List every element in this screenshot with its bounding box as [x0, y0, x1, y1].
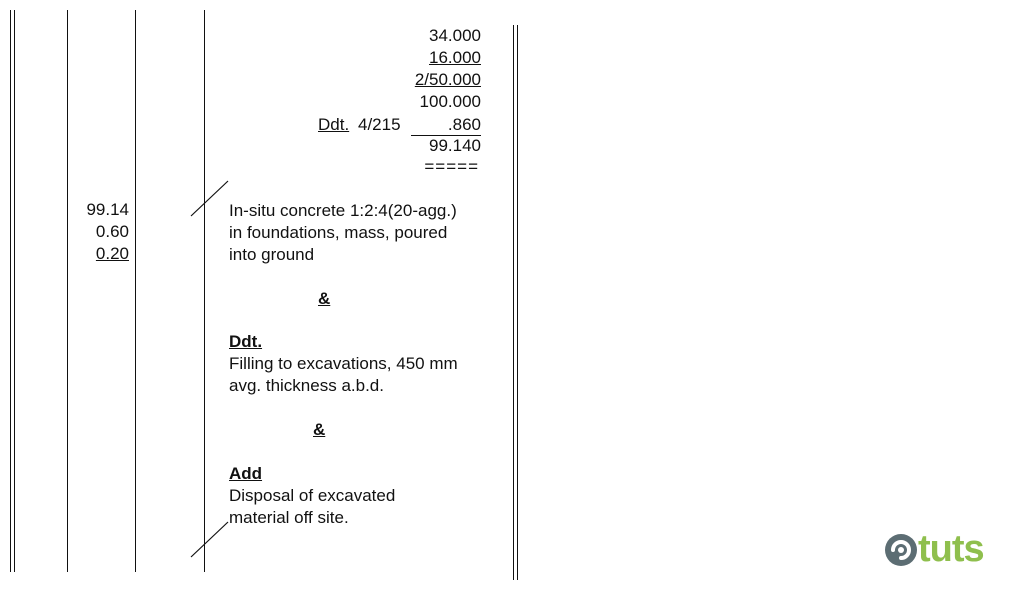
tuts-logo-text: tuts: [918, 528, 984, 570]
item-description-line-2: in foundations, mass, poured: [229, 223, 448, 242]
ampersand-1: &: [318, 289, 331, 308]
calc-line-1: 34.000: [429, 26, 481, 45]
dimension-width: 0.60: [95, 222, 129, 241]
tuts-logo-icon: [884, 528, 920, 570]
calc-ddt-value-text: .860: [447, 115, 481, 134]
dimension-length: 99.14: [86, 200, 129, 219]
add-description-line-1: Disposal of excavated: [229, 486, 396, 505]
anding-slash-bottom: [191, 522, 228, 557]
deduct-heading: Ddt.: [229, 332, 263, 351]
item-description-line-1: In-situ concrete 1:2:4(20-agg.): [229, 201, 457, 220]
ampersand-2: &: [313, 420, 326, 439]
calc-line-4: 100.000: [419, 92, 481, 111]
calc-line-7: =====: [424, 157, 479, 176]
anding-slash-top: [191, 181, 228, 216]
calc-line-6: 99.140: [429, 136, 481, 155]
calc-ddt-label: Ddt.: [318, 115, 350, 134]
calc-line-2: 16.000: [429, 48, 481, 67]
add-heading: Add: [229, 464, 263, 483]
deduct-description-line-2: avg. thickness a.b.d.: [229, 376, 384, 395]
dimension-depth: 0.20: [95, 244, 129, 263]
calc-line-3: 2/50.000: [414, 70, 481, 89]
calc-ddt-ref: 4/215: [358, 115, 401, 134]
item-description-line-3: into ground: [229, 245, 315, 264]
add-description-line-2: material off site.: [229, 508, 349, 527]
deduct-description-line-1: Filling to excavations, 450 mm: [229, 354, 458, 373]
